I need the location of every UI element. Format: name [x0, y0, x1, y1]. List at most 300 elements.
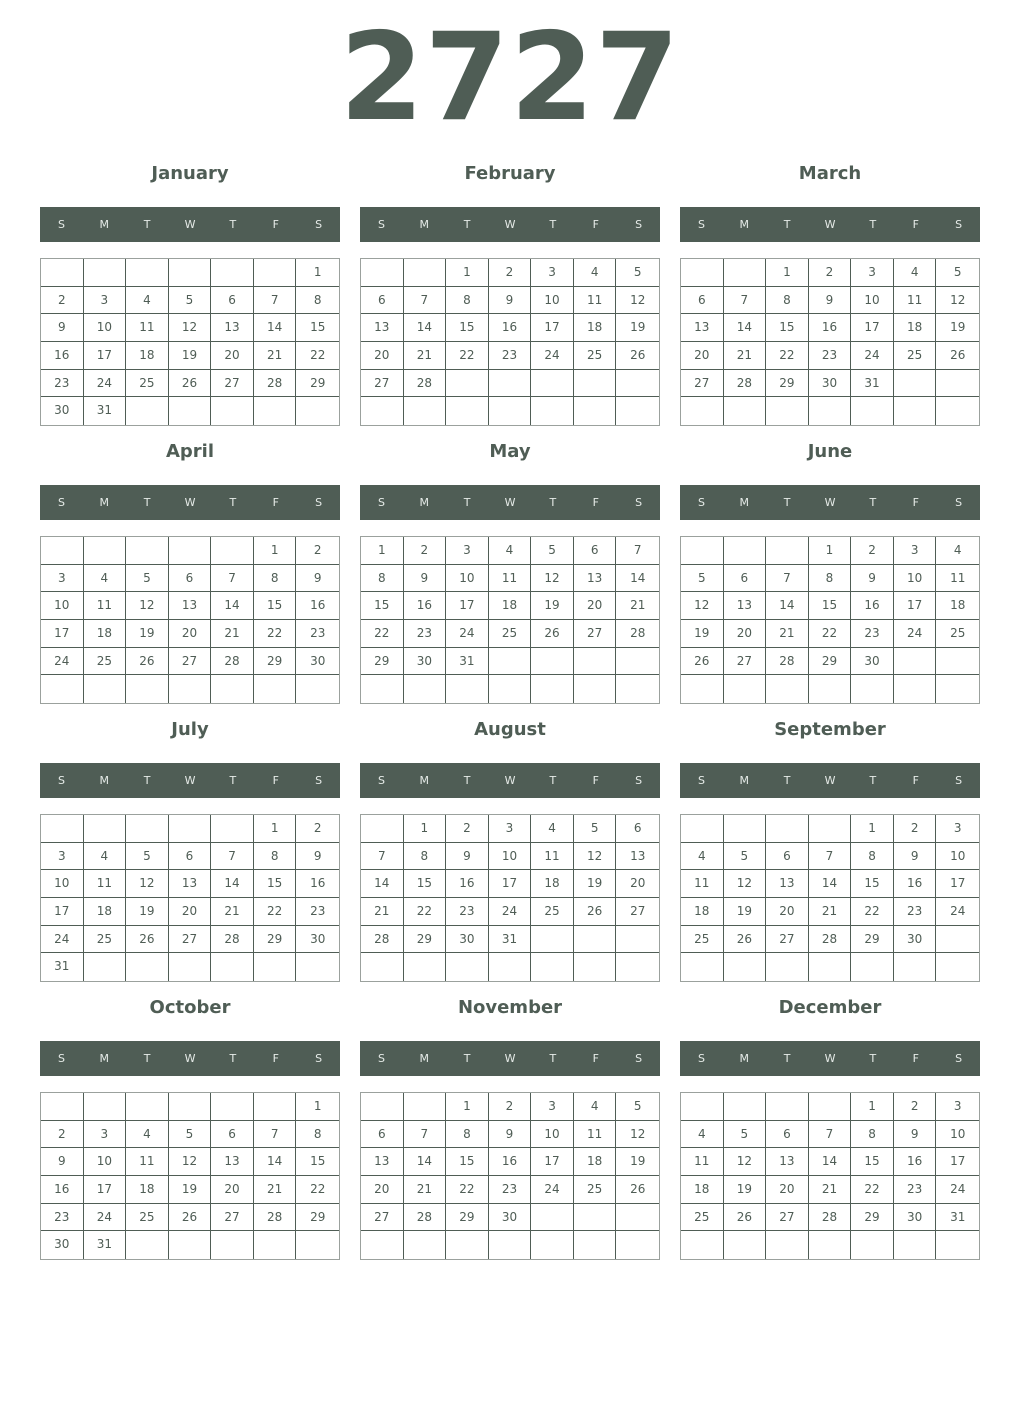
day-cell: 7 — [211, 843, 254, 871]
day-cell: 28 — [766, 648, 809, 676]
day-cell: 19 — [936, 314, 979, 342]
day-cell: 10 — [41, 870, 84, 898]
day-cell: 17 — [531, 314, 574, 342]
day-cell: 11 — [574, 287, 617, 315]
weekday-label: T — [869, 218, 877, 231]
weekday-label: S — [377, 1052, 385, 1065]
day-cell: 1 — [404, 815, 447, 843]
day-cell: 13 — [766, 1148, 809, 1176]
day-cell: 27 — [169, 648, 212, 676]
day-cell: 11 — [681, 870, 724, 898]
day-cell — [531, 926, 574, 954]
day-cell: 5 — [936, 259, 979, 287]
day-cell — [361, 1231, 404, 1259]
day-cell: 24 — [936, 1176, 979, 1204]
day-cell — [766, 815, 809, 843]
day-cell — [724, 397, 767, 425]
day-cell: 8 — [851, 1121, 894, 1149]
month-title: November — [457, 997, 563, 1018]
day-cell: 9 — [41, 314, 84, 342]
day-cell — [574, 648, 617, 676]
day-cell: 26 — [169, 370, 212, 398]
day-cell: 10 — [531, 1121, 574, 1149]
day-cell: 3 — [489, 815, 532, 843]
day-cell — [531, 1231, 574, 1259]
day-cell: 5 — [616, 1093, 659, 1121]
day-cell: 25 — [126, 370, 169, 398]
weekday-header — [680, 485, 980, 520]
day-cell — [126, 675, 169, 703]
day-cell — [126, 815, 169, 843]
day-cell: 10 — [851, 287, 894, 315]
day-cell: 20 — [169, 620, 212, 648]
day-cell: 11 — [126, 314, 169, 342]
weekday-label: S — [697, 774, 705, 787]
weekday-label: T — [229, 218, 237, 231]
day-cell: 5 — [126, 565, 169, 593]
day-cell: 9 — [41, 1148, 84, 1176]
day-cell: 19 — [724, 898, 767, 926]
weekday-label: M — [419, 774, 430, 787]
day-cell: 22 — [766, 342, 809, 370]
day-cell: 19 — [616, 1148, 659, 1176]
day-cell — [531, 675, 574, 703]
day-cell — [809, 1093, 852, 1121]
day-cell — [169, 537, 212, 565]
weekday-label: M — [739, 774, 750, 787]
month-july — [40, 718, 340, 988]
day-cell: 27 — [361, 370, 404, 398]
day-cell — [169, 1231, 212, 1259]
day-cell: 12 — [936, 287, 979, 315]
day-cell: 17 — [41, 620, 84, 648]
weekday-label: S — [635, 218, 643, 231]
day-cell — [809, 1231, 852, 1259]
day-cell: 11 — [936, 565, 979, 593]
day-cell: 31 — [84, 1231, 127, 1259]
weekday-label: S — [315, 774, 323, 787]
weekday-label: S — [57, 218, 65, 231]
day-cell: 26 — [724, 1204, 767, 1232]
weekday-label: M — [419, 218, 430, 231]
weekday-label: F — [592, 1052, 599, 1065]
day-cell — [681, 537, 724, 565]
day-cell: 25 — [84, 648, 127, 676]
day-cell: 11 — [126, 1148, 169, 1176]
day-cell: 7 — [766, 565, 809, 593]
day-cell: 2 — [489, 1093, 532, 1121]
day-cell: 5 — [681, 565, 724, 593]
day-cell: 22 — [851, 898, 894, 926]
day-cell: 6 — [169, 843, 212, 871]
day-grid — [680, 258, 980, 426]
day-cell — [211, 537, 254, 565]
day-cell: 17 — [936, 1148, 979, 1176]
day-cell: 2 — [296, 537, 339, 565]
weekday-label: S — [315, 218, 323, 231]
day-cell — [84, 675, 127, 703]
day-cell — [296, 675, 339, 703]
day-cell — [936, 926, 979, 954]
day-cell — [724, 537, 767, 565]
day-cell — [851, 675, 894, 703]
weekday-label: F — [912, 774, 919, 787]
weekday-header — [680, 763, 980, 798]
day-cell: 6 — [766, 843, 809, 871]
day-cell — [361, 397, 404, 425]
day-cell: 13 — [574, 565, 617, 593]
weekday-label: S — [57, 774, 65, 787]
day-cell: 18 — [574, 314, 617, 342]
day-cell — [616, 675, 659, 703]
day-cell — [766, 675, 809, 703]
day-cell — [724, 953, 767, 981]
month-title: January — [151, 163, 229, 184]
weekday-label: W — [184, 1052, 196, 1065]
day-cell: 30 — [296, 648, 339, 676]
day-cell: 14 — [724, 314, 767, 342]
day-cell — [574, 675, 617, 703]
day-cell: 8 — [361, 565, 404, 593]
weekday-label: M — [99, 218, 110, 231]
month-title: August — [474, 719, 546, 740]
year-title: 2727 — [339, 7, 681, 148]
day-cell — [84, 953, 127, 981]
day-cell: 18 — [894, 314, 937, 342]
day-cell: 1 — [361, 537, 404, 565]
month-august — [360, 718, 660, 988]
weekday-label: S — [635, 1052, 643, 1065]
weekday-label: F — [592, 218, 599, 231]
month-october — [40, 996, 340, 1266]
weekday-label: W — [504, 774, 516, 787]
day-cell: 3 — [936, 815, 979, 843]
day-cell — [489, 953, 532, 981]
day-cell — [404, 397, 447, 425]
day-cell: 29 — [851, 1204, 894, 1232]
weekday-label: S — [57, 1052, 65, 1065]
day-cell: 15 — [296, 1148, 339, 1176]
day-cell: 5 — [126, 843, 169, 871]
day-cell: 21 — [724, 342, 767, 370]
day-cell — [936, 370, 979, 398]
day-cell: 19 — [574, 870, 617, 898]
day-cell: 5 — [169, 1121, 212, 1149]
day-cell: 21 — [616, 592, 659, 620]
day-cell: 24 — [851, 342, 894, 370]
weekday-label: F — [912, 496, 919, 509]
day-cell: 1 — [851, 815, 894, 843]
day-cell — [681, 953, 724, 981]
day-cell — [681, 259, 724, 287]
day-cell: 31 — [851, 370, 894, 398]
day-cell: 25 — [84, 926, 127, 954]
weekday-label: S — [635, 774, 643, 787]
day-cell — [894, 397, 937, 425]
day-grid — [680, 814, 980, 982]
day-cell: 8 — [446, 287, 489, 315]
day-cell: 12 — [126, 592, 169, 620]
day-cell: 6 — [616, 815, 659, 843]
weekday-label: S — [955, 218, 963, 231]
day-cell — [574, 370, 617, 398]
day-cell: 30 — [809, 370, 852, 398]
day-cell: 19 — [169, 1176, 212, 1204]
day-cell: 3 — [531, 1093, 574, 1121]
day-cell: 14 — [404, 1148, 447, 1176]
day-cell: 30 — [296, 926, 339, 954]
day-cell: 16 — [489, 1148, 532, 1176]
day-cell: 29 — [254, 926, 297, 954]
day-cell: 19 — [616, 314, 659, 342]
day-cell: 28 — [254, 370, 297, 398]
day-cell — [84, 259, 127, 287]
weekday-label: W — [184, 218, 196, 231]
day-cell — [361, 675, 404, 703]
day-grid — [40, 814, 340, 982]
day-cell: 26 — [616, 1176, 659, 1204]
day-cell: 7 — [254, 287, 297, 315]
day-cell: 17 — [851, 314, 894, 342]
day-cell: 16 — [446, 870, 489, 898]
weekday-label: S — [697, 218, 705, 231]
day-cell — [296, 397, 339, 425]
day-cell: 8 — [296, 1121, 339, 1149]
day-cell — [531, 648, 574, 676]
day-cell — [361, 815, 404, 843]
day-cell: 28 — [361, 926, 404, 954]
day-cell: 21 — [211, 620, 254, 648]
day-cell — [766, 397, 809, 425]
day-cell: 4 — [126, 1121, 169, 1149]
day-cell: 26 — [616, 342, 659, 370]
day-cell: 13 — [766, 870, 809, 898]
day-cell — [574, 1204, 617, 1232]
day-cell: 25 — [681, 1204, 724, 1232]
day-cell — [616, 953, 659, 981]
weekday-label: S — [955, 1052, 963, 1065]
day-cell: 9 — [489, 1121, 532, 1149]
weekday-label: M — [99, 774, 110, 787]
day-cell — [489, 648, 532, 676]
day-cell: 21 — [809, 1176, 852, 1204]
day-cell: 27 — [574, 620, 617, 648]
weekday-label: T — [549, 218, 557, 231]
day-cell: 23 — [41, 1204, 84, 1232]
day-cell: 26 — [531, 620, 574, 648]
day-cell — [894, 370, 937, 398]
day-cell — [894, 953, 937, 981]
day-cell: 23 — [41, 370, 84, 398]
day-cell: 22 — [809, 620, 852, 648]
day-cell — [681, 397, 724, 425]
day-cell — [851, 1231, 894, 1259]
day-cell: 28 — [404, 1204, 447, 1232]
day-cell: 24 — [531, 342, 574, 370]
day-cell: 3 — [894, 537, 937, 565]
day-cell: 19 — [724, 1176, 767, 1204]
day-cell: 10 — [446, 565, 489, 593]
day-cell: 2 — [894, 1093, 937, 1121]
weekday-label: M — [739, 1052, 750, 1065]
weekday-label: W — [824, 218, 836, 231]
month-title: May — [489, 441, 531, 462]
day-cell — [531, 397, 574, 425]
day-cell: 4 — [574, 259, 617, 287]
day-cell: 12 — [126, 870, 169, 898]
day-cell: 30 — [446, 926, 489, 954]
day-cell — [446, 675, 489, 703]
day-cell: 17 — [446, 592, 489, 620]
day-cell — [254, 259, 297, 287]
weekday-label: S — [697, 496, 705, 509]
day-cell: 21 — [766, 620, 809, 648]
day-cell — [254, 1093, 297, 1121]
day-cell: 7 — [404, 287, 447, 315]
day-cell: 20 — [574, 592, 617, 620]
weekday-label: T — [783, 496, 791, 509]
day-cell — [254, 1231, 297, 1259]
day-cell — [809, 675, 852, 703]
day-cell: 31 — [84, 397, 127, 425]
day-cell — [361, 953, 404, 981]
day-cell: 8 — [851, 843, 894, 871]
day-cell: 31 — [489, 926, 532, 954]
day-cell: 13 — [169, 870, 212, 898]
day-cell — [361, 259, 404, 287]
day-cell: 8 — [254, 565, 297, 593]
weekday-label: M — [99, 1052, 110, 1065]
day-cell: 8 — [446, 1121, 489, 1149]
day-cell: 26 — [724, 926, 767, 954]
weekday-header — [360, 207, 660, 242]
weekday-header — [40, 485, 340, 520]
day-cell: 24 — [446, 620, 489, 648]
day-cell: 4 — [84, 565, 127, 593]
day-cell — [724, 815, 767, 843]
day-cell: 23 — [851, 620, 894, 648]
day-cell: 2 — [296, 815, 339, 843]
month-title: June — [807, 441, 853, 462]
day-cell: 15 — [361, 592, 404, 620]
day-cell — [404, 675, 447, 703]
day-cell: 12 — [169, 314, 212, 342]
month-title: February — [464, 163, 556, 184]
day-cell — [489, 397, 532, 425]
day-cell — [851, 953, 894, 981]
weekday-label: S — [635, 496, 643, 509]
day-cell: 29 — [296, 370, 339, 398]
day-cell: 6 — [361, 1121, 404, 1149]
day-cell: 11 — [531, 843, 574, 871]
day-cell: 28 — [724, 370, 767, 398]
day-cell: 11 — [489, 565, 532, 593]
day-cell: 19 — [681, 620, 724, 648]
day-cell: 3 — [84, 1121, 127, 1149]
day-cell: 20 — [211, 1176, 254, 1204]
day-cell: 16 — [894, 870, 937, 898]
day-grid — [680, 1092, 980, 1260]
day-cell: 20 — [616, 870, 659, 898]
day-cell: 12 — [531, 565, 574, 593]
weekday-label: M — [739, 496, 750, 509]
day-cell: 16 — [41, 342, 84, 370]
day-cell: 1 — [766, 259, 809, 287]
day-cell — [936, 1231, 979, 1259]
day-cell: 14 — [766, 592, 809, 620]
day-cell: 27 — [361, 1204, 404, 1232]
day-cell: 26 — [169, 1204, 212, 1232]
day-cell: 15 — [296, 314, 339, 342]
day-cell: 3 — [84, 287, 127, 315]
day-cell: 25 — [531, 898, 574, 926]
day-cell: 20 — [766, 1176, 809, 1204]
day-cell: 3 — [41, 843, 84, 871]
weekday-label: W — [824, 496, 836, 509]
day-cell: 26 — [936, 342, 979, 370]
weekday-label: T — [143, 774, 151, 787]
day-cell: 10 — [84, 314, 127, 342]
day-cell: 6 — [211, 1121, 254, 1149]
weekday-label: T — [229, 496, 237, 509]
day-cell: 30 — [489, 1204, 532, 1232]
day-cell: 3 — [531, 259, 574, 287]
day-cell: 4 — [681, 843, 724, 871]
day-cell: 2 — [489, 259, 532, 287]
day-cell: 28 — [809, 1204, 852, 1232]
day-cell: 24 — [41, 926, 84, 954]
weekday-label: M — [739, 218, 750, 231]
day-cell: 30 — [894, 1204, 937, 1232]
day-cell — [404, 953, 447, 981]
month-title: October — [149, 997, 231, 1018]
day-cell: 13 — [211, 314, 254, 342]
day-cell: 7 — [361, 843, 404, 871]
day-cell: 9 — [404, 565, 447, 593]
day-cell: 17 — [84, 342, 127, 370]
day-cell: 10 — [936, 1121, 979, 1149]
day-cell: 14 — [809, 870, 852, 898]
day-cell — [531, 1204, 574, 1232]
day-cell: 15 — [851, 870, 894, 898]
day-cell: 7 — [809, 1121, 852, 1149]
day-cell: 18 — [531, 870, 574, 898]
day-cell: 4 — [574, 1093, 617, 1121]
day-cell: 2 — [894, 815, 937, 843]
weekday-label: T — [463, 1052, 471, 1065]
day-cell: 18 — [681, 1176, 724, 1204]
day-cell: 29 — [296, 1204, 339, 1232]
weekday-header — [360, 485, 660, 520]
day-cell: 9 — [894, 843, 937, 871]
day-cell: 8 — [254, 843, 297, 871]
day-cell: 17 — [84, 1176, 127, 1204]
month-title: July — [171, 719, 209, 740]
day-cell: 23 — [809, 342, 852, 370]
day-cell: 20 — [361, 342, 404, 370]
day-cell: 9 — [809, 287, 852, 315]
day-cell: 3 — [936, 1093, 979, 1121]
day-cell: 2 — [809, 259, 852, 287]
day-cell: 25 — [936, 620, 979, 648]
day-cell: 4 — [489, 537, 532, 565]
weekday-label: S — [697, 1052, 705, 1065]
day-cell: 27 — [211, 1204, 254, 1232]
weekday-label: T — [549, 774, 557, 787]
day-grid — [40, 258, 340, 426]
day-cell: 15 — [446, 1148, 489, 1176]
day-cell: 29 — [809, 648, 852, 676]
